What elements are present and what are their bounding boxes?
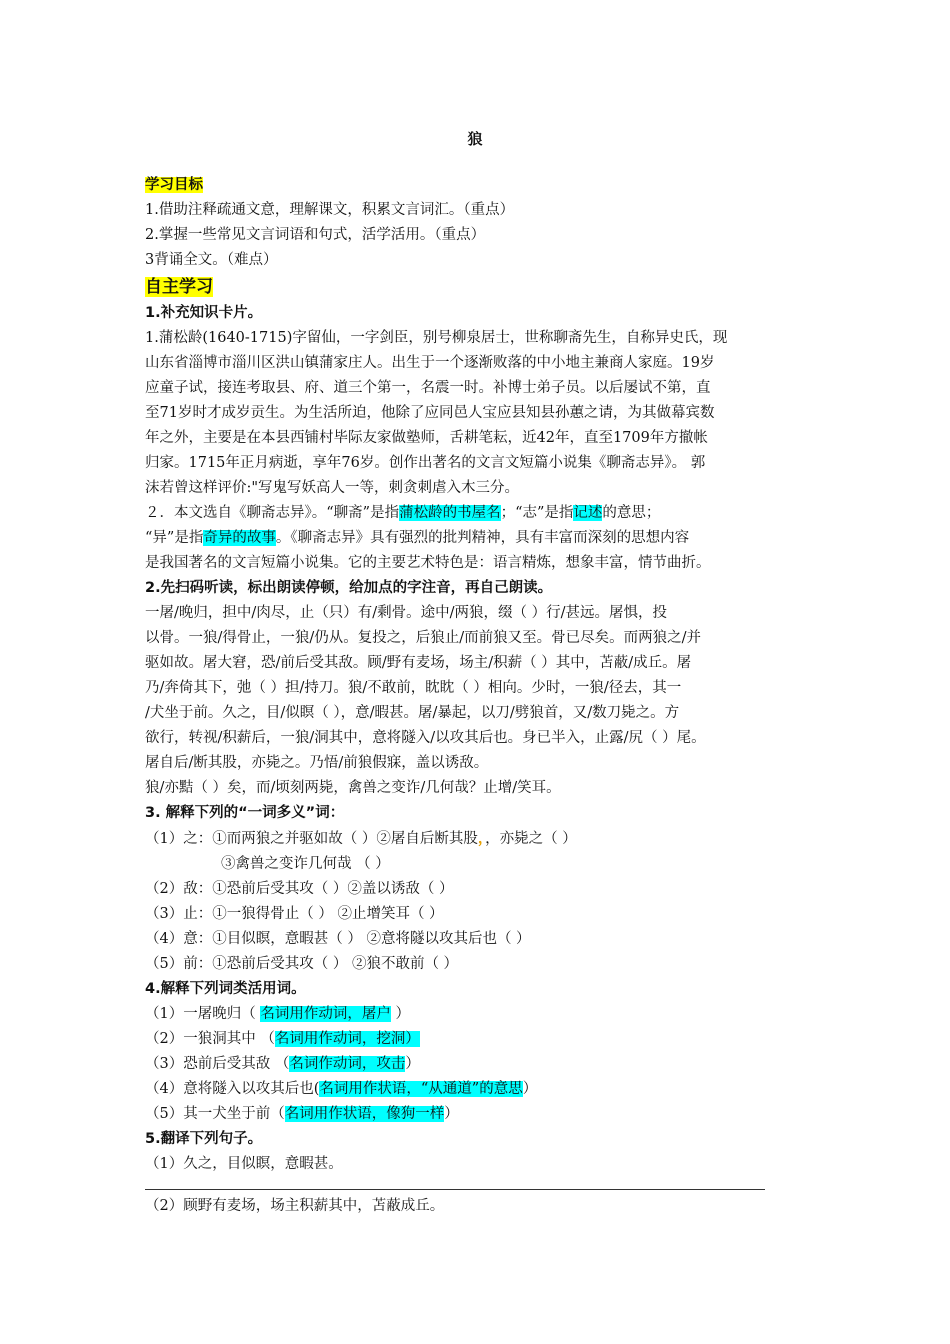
section-1-heading: 1.补充知识卡片。 <box>145 305 263 321</box>
text-line: 狼/亦黠（ ）矣，而/顷刻两毙，禽兽之变诈/几何哉？止增/笑耳。 <box>145 780 561 796</box>
translate-item-2: （2）顾野有麦场，场主积薪其中，苫蔽成丘。 <box>145 1198 445 1214</box>
answer-record: 记述 <box>573 505 603 521</box>
conversion-item: （1）一屠晚归（ 名词用作动词，屠户 ） <box>145 1006 410 1022</box>
section-5-heading: 5.翻译下列句子。 <box>145 1131 263 1147</box>
text-line: 一屠/晚归，担中/肉尽，止（只）有/剩骨。途中/两狼，缀（ ）行/甚远。屠惧，投 <box>145 605 668 621</box>
goals-heading: 学习目标 <box>145 177 203 193</box>
bio-line: 应童子试，接连考取县、府、道三个第一，名震一时。补博士弟子员。以后屡试不第，直 <box>145 380 711 396</box>
translate-item-1: （1）久之，目似瞑，意暇甚。 <box>145 1156 343 1172</box>
source-line-1: ２．本文选自《聊斋志异》。“聊斋”是指蒲松龄的书屋名；“志”是指记述的意思； <box>145 505 661 521</box>
text-line: 驱如故。屠大窘，恐/前后受其敌。顾/野有麦场，场主/积薪（ ）其中，苫蔽/成丘。屠 <box>145 655 692 671</box>
section-3-heading: 3. 解释下列的“一词多义”词： <box>145 805 345 821</box>
conversion-item: （2）一狼洞其中 （名词用作动词，挖洞） <box>145 1031 420 1047</box>
text-line: /犬坐于前。久之，目/似瞑（ ），意/暇甚。屠/暴起，以刀/劈狼首，又/数刀毙之。方 <box>145 705 680 721</box>
text-line: 乃/奔倚其下，弛（ ）担/持刀。狼/不敢前，眈眈（ ）相向。少时，一狼/径去，其一 <box>145 680 682 696</box>
goal-item-1: 1.借助注释疏通文意，理解课文，积累文言词汇。（重点） <box>145 202 515 218</box>
page-title: 狼 <box>467 130 483 148</box>
answer-strange-stories: 奇异的故事 <box>203 530 276 546</box>
answer-studio-name: 蒲松龄的书屋名 <box>399 505 501 521</box>
polysemy-line: （1）之：①而两狼之并驱如故（ ）②屠自后断其股，，亦毙之（ ） <box>145 830 577 847</box>
answer-line <box>145 1189 765 1190</box>
bio-line: 沫若曾这样评价:"写鬼写妖高人一等，刺贪刺虐入木三分。 <box>145 480 520 496</box>
section-4-heading: 4.解释下列词类活用词。 <box>145 981 306 997</box>
text-line: 屠自后/断其股，亦毙之。乃悟/前狼假寐，盖以诱敌。 <box>145 755 489 771</box>
bio-line: 年之外，主要是在本县西铺村毕际友家做塾师，舌耕笔耘，近42年，直至1709年方撤帐 <box>145 430 708 446</box>
source-line-2: “异”是指奇异的故事。《聊斋志异》具有强烈的批判精神，具有丰富而深刻的思想内容 <box>145 530 690 546</box>
goal-item-2: 2.掌握一些常见文言词语和句式，活学活用。（重点） <box>145 227 486 243</box>
text-line: 以骨。一狼/得骨止，一狼/仍从。复投之，后狼止/而前狼又至。骨已尽矣。而两狼之/并 <box>145 630 702 646</box>
bio-line: 至71岁时才成岁贡生。为生活所迫，他除了应同邑人宝应县知县孙蕙之请，为其做幕宾数 <box>145 405 715 421</box>
conversion-item: （4）意将隧入以攻其后也(名词用作状语，“从通道”的意思） <box>145 1081 538 1097</box>
section-2-heading: 2.先扫码听读，标出朗读停顿，给加点的字注音，再自己朗读。 <box>145 580 553 596</box>
self-study-heading: 自主学习 <box>145 277 213 297</box>
polysemy-line: ③禽兽之变诈几何哉 （ ） <box>221 856 390 872</box>
bio-line: 归家。1715年正月病逝，享年76岁。创作出著名的文言文短篇小说集《聊斋志异》。 郭 <box>145 455 706 471</box>
conversion-item: （5）其一犬坐于前（名词用作状语，像狗一样） <box>145 1106 459 1122</box>
goal-item-3: 3背诵全文。（难点） <box>145 252 278 268</box>
polysemy-line: （4）意：①目似瞑，意暇甚（ ） ②意将隧以攻其后也（ ） <box>145 931 531 947</box>
polysemy-line: （2）敌：①恐前后受其攻（ ）②盖以诱敌（ ） <box>145 881 454 897</box>
bio-line: 1.蒲松龄(1640-1715)字留仙，一字剑臣，别号柳泉居士，世称聊斋先生，自称异史氏，现 <box>145 330 728 346</box>
polysemy-line: （5）前：①恐前后受其攻（ ） ②狼不敢前（ ） <box>145 956 459 972</box>
polysemy-line: （3）止：①一狼得骨止（ ） ②止增笑耳（ ） <box>145 906 444 922</box>
bio-line: 山东省淄博市淄川区洪山镇蒲家庄人。出生于一个逐渐败落的中小地主兼商人家庭。19岁 <box>145 355 715 371</box>
conversion-item: （3）恐前后受其敌 （名词作动词，攻击） <box>145 1056 420 1072</box>
text-line: 欲行，转视/积薪后，一狼/洞其中，意将隧入/以攻其后也。身已半入，止露/尻（ ）尾。 <box>145 730 706 746</box>
content-body <box>145 173 805 1177</box>
source-line-3: 是我国著名的文言短篇小说集。它的主要艺术特色是：语言精炼，想象丰富，情节曲折。 <box>145 555 711 571</box>
